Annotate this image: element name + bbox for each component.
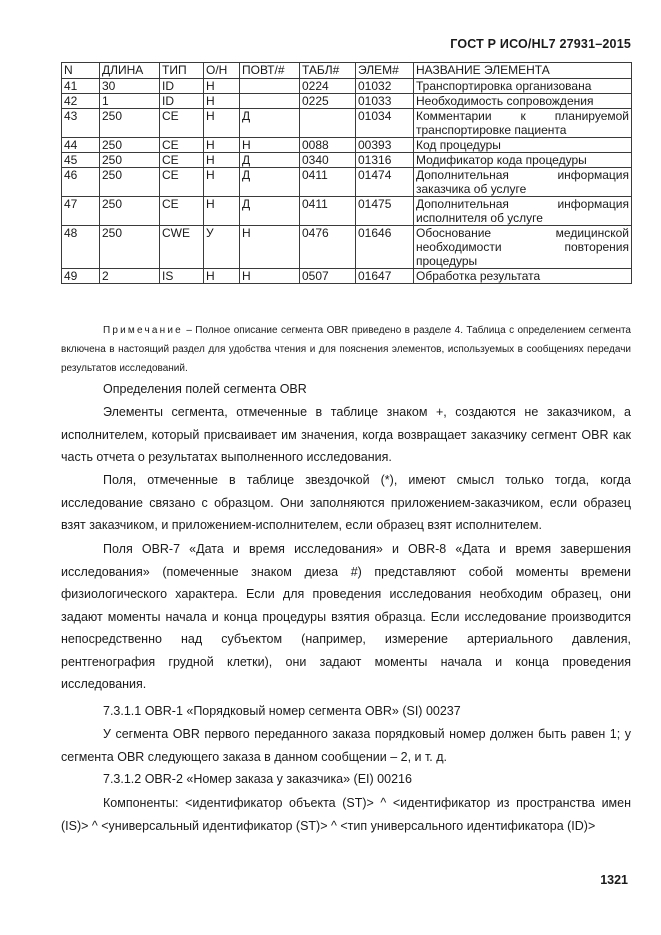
cell-name: Модификатор кода процедуры xyxy=(414,153,632,168)
paragraph-elements: Элементы сегмента, отмеченные в таблице знаком +, создаются не заказчиком, а исполнителем, который присваивает им значения, когда возвращает заказчику сегмент OBR как часть отчета о результатах выполненного исследования. xyxy=(61,405,631,464)
note-label: Примечание xyxy=(103,325,183,336)
cell-table: 0225 xyxy=(300,94,356,109)
table-header-row xyxy=(62,63,632,79)
cell-type: CE xyxy=(160,109,204,138)
col-header-table: ТАБЛ# xyxy=(300,63,356,79)
cell-element: 00393 xyxy=(356,138,414,153)
cell-n: 41 xyxy=(62,79,100,94)
cell-opt: У xyxy=(204,226,240,269)
segment-elements-table xyxy=(61,62,632,284)
cell-opt: Н xyxy=(204,153,240,168)
cell-name: Обработка результата xyxy=(414,269,632,284)
table-row xyxy=(62,197,632,226)
cell-element: 01646 xyxy=(356,226,414,269)
cell-length: 250 xyxy=(100,109,160,138)
cell-type: ID xyxy=(160,94,204,109)
cell-length: 250 xyxy=(100,226,160,269)
cell-name: Код процедуры xyxy=(414,138,632,153)
subsection-obr1: 7.3.1.1 OBR-1 «Порядковый номер сегмента OBR» (SI) 00237 xyxy=(103,704,461,718)
cell-element: 01474 xyxy=(356,168,414,197)
section-heading: Определения полей сегмента OBR xyxy=(103,382,307,396)
cell-repeat: Д xyxy=(240,168,300,197)
table-row xyxy=(62,79,632,94)
cell-table: 0507 xyxy=(300,269,356,284)
cell-type: CE xyxy=(160,197,204,226)
cell-opt: Н xyxy=(204,138,240,153)
cell-length: 250 xyxy=(100,153,160,168)
cell-length: 250 xyxy=(100,168,160,197)
cell-length: 1 xyxy=(100,94,160,109)
cell-repeat xyxy=(240,79,300,94)
note-text: – Полное описание сегмента OBR приведено в разделе 4. Таблица с определением сегмента включена в настоящий раздел для удобства чтения и для пояснения элементов, используемых в сообщениях передачи результатов исследований. xyxy=(61,325,631,374)
cell-length: 30 xyxy=(100,79,160,94)
cell-opt: Н xyxy=(204,197,240,226)
col-header-name: НАЗВАНИЕ ЭЛЕМЕНТА xyxy=(414,63,632,79)
col-header-element: ЭЛЕМ# xyxy=(356,63,414,79)
cell-repeat: Н xyxy=(240,226,300,269)
table-row xyxy=(62,153,632,168)
cell-n: 49 xyxy=(62,269,100,284)
col-header-repeat: ПОВТ/# xyxy=(240,63,300,79)
cell-repeat: Н xyxy=(240,138,300,153)
cell-opt: Н xyxy=(204,168,240,197)
paragraph-obr2: Компоненты: <идентификатор объекта (ST)> ^ <идентификатор из пространства имен (IS)> ^ <универсальный идентификатор (ST)> ^ <тип универсального идентификатора (ID)> xyxy=(61,796,631,833)
paragraph-obr1: У сегмента OBR первого переданного заказа порядковый номер должен быть равен 1; у сегмента OBR следующего заказа в данном сообщении – 2, и т. д. xyxy=(61,727,631,764)
cell-element: 01034 xyxy=(356,109,414,138)
cell-length: 250 xyxy=(100,138,160,153)
cell-name: Транспортировка организована xyxy=(414,79,632,94)
cell-table: 0411 xyxy=(300,197,356,226)
cell-table: 0340 xyxy=(300,153,356,168)
table-row xyxy=(62,109,632,138)
cell-opt: Н xyxy=(204,109,240,138)
col-header-type: ТИП xyxy=(160,63,204,79)
cell-name: Необходимость сопровождения xyxy=(414,94,632,109)
paragraph-asterisk-fields: Поля, отмеченные в таблице звездочкой (*), имеют смысл только тогда, когда исследование связано с образцом. Они заполняются приложением-заказчиком, если образец взят заказчиком, и приложением-исполнителем, если образец взят исполнителем. xyxy=(61,473,631,532)
cell-table xyxy=(300,109,356,138)
cell-name: Дополнительная информация заказчика об услуге xyxy=(414,168,632,197)
cell-opt: Н xyxy=(204,79,240,94)
col-header-length: ДЛИНА xyxy=(100,63,160,79)
cell-table: 0224 xyxy=(300,79,356,94)
page-number: 1321 xyxy=(600,873,628,887)
cell-repeat: Н xyxy=(240,269,300,284)
cell-name: Комментарии к планируемой транспортировке пациента xyxy=(414,109,632,138)
cell-n: 44 xyxy=(62,138,100,153)
cell-element: 01316 xyxy=(356,153,414,168)
cell-element: 01647 xyxy=(356,269,414,284)
cell-type: CE xyxy=(160,168,204,197)
cell-opt: Н xyxy=(204,94,240,109)
cell-n: 43 xyxy=(62,109,100,138)
cell-type: CE xyxy=(160,138,204,153)
cell-length: 2 xyxy=(100,269,160,284)
cell-name: Обоснование медицинской необходимости повторения процедуры xyxy=(414,226,632,269)
table-row xyxy=(62,226,632,269)
cell-repeat xyxy=(240,94,300,109)
cell-element: 01032 xyxy=(356,79,414,94)
col-header-opt: О/Н xyxy=(204,63,240,79)
cell-opt: Н xyxy=(204,269,240,284)
cell-n: 48 xyxy=(62,226,100,269)
cell-table: 0476 xyxy=(300,226,356,269)
table-note xyxy=(61,321,631,378)
cell-repeat: Д xyxy=(240,109,300,138)
cell-type: ID xyxy=(160,79,204,94)
cell-type: IS xyxy=(160,269,204,284)
table-row xyxy=(62,168,632,197)
cell-n: 42 xyxy=(62,94,100,109)
cell-type: CE xyxy=(160,153,204,168)
paragraph-obr7-obr8: Поля OBR-7 «Дата и время исследования» и OBR-8 «Дата и время завершения исследования» (помеченные знаком диеза #) представляют собой моменты времени физиологического характера. Если для проведения исследования необходим образец, они задают моменты начала и конца процедуры взятия образца. Если исследование производится непосредственно над субъектом (например, измерение артериального давления, рентгенография грудной клетки), они задают моменты начала и конца проведения исследования. xyxy=(61,542,631,691)
cell-length: 250 xyxy=(100,197,160,226)
document-header: ГОСТ Р ИСО/HL7 27931–2015 xyxy=(450,37,631,51)
cell-table: 0088 xyxy=(300,138,356,153)
cell-element: 01033 xyxy=(356,94,414,109)
cell-n: 47 xyxy=(62,197,100,226)
cell-name: Дополнительная информация исполнителя об услуге xyxy=(414,197,632,226)
col-header-n: N xyxy=(62,63,100,79)
cell-table: 0411 xyxy=(300,168,356,197)
cell-n: 45 xyxy=(62,153,100,168)
cell-repeat: Д xyxy=(240,153,300,168)
cell-type: CWE xyxy=(160,226,204,269)
table-row xyxy=(62,94,632,109)
cell-n: 46 xyxy=(62,168,100,197)
table-row xyxy=(62,269,632,284)
table-row xyxy=(62,138,632,153)
subsection-obr2: 7.3.1.2 OBR-2 «Номер заказа у заказчика» (EI) 00216 xyxy=(103,772,412,786)
cell-repeat: Д xyxy=(240,197,300,226)
cell-element: 01475 xyxy=(356,197,414,226)
